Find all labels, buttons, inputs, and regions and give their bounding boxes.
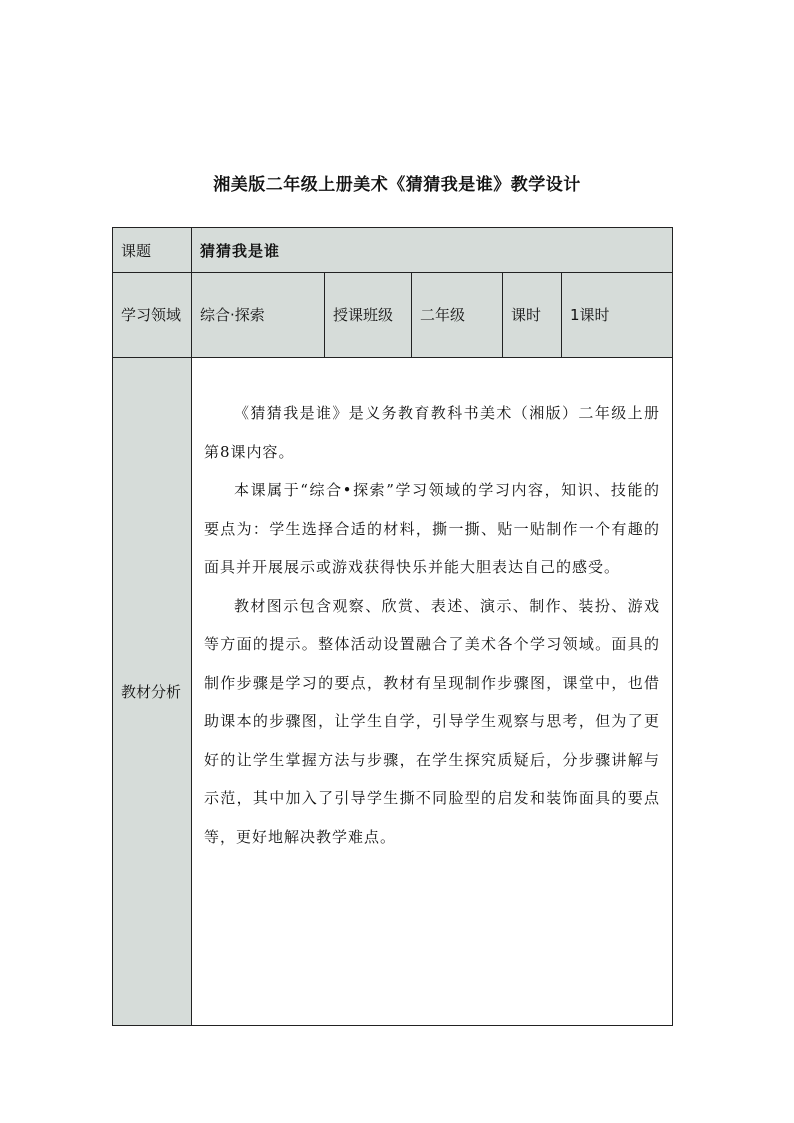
topic-value: 猜猜我是谁 xyxy=(192,228,673,273)
class-value: 二年级 xyxy=(412,273,503,358)
class-label: 授课班级 xyxy=(325,273,412,358)
document-title: 湘美版二年级上册美术《猜猜我是谁》教学设计 xyxy=(213,175,581,195)
analysis-paragraph-2: 本课属于“综合•探索”学习领域的学习内容，知识、技能的要点为：学生选择合适的材料，撕一撕、贴一贴制作一个有趣的面具并开展展示或游戏获得快乐并能大胆表达自己的感受。 xyxy=(204,481,661,576)
analysis-row xyxy=(113,358,673,1026)
analysis-paragraph-1: 《猜猜我是谁》是义务教育教科书美术（湘版）二年级上册第8课内容。 xyxy=(204,404,661,461)
domain-value: 综合·探索 xyxy=(192,273,325,358)
lesson-plan-table xyxy=(112,227,673,1026)
analysis-paragraph-3: 教材图示包含观察、欣赏、表述、演示、制作、装扮、游戏等方面的提示。整体活动设置融合了美术各个学习领域。面具的制作步骤是学习的要点，教材有呈现制作步骤图，课堂中，也借助课本的步骤图，让学生自学，引导学生观察与思考，但为了更好的让学生掌握方法与步骤，在学生探究质疑后，分步骤讲解与示范，其中加入了引导学生撕不同脸型的启发和装饰面具的要点等，更好地解决教学难点。 xyxy=(204,596,661,846)
period-label: 课时 xyxy=(503,273,562,358)
topic-label: 课题 xyxy=(113,228,192,273)
topic-row xyxy=(113,228,673,273)
analysis-label: 教材分析 xyxy=(113,358,192,1026)
info-row xyxy=(113,273,673,358)
analysis-content xyxy=(192,358,673,1026)
domain-label: 学习领域 xyxy=(113,273,192,358)
period-value: 1课时 xyxy=(562,273,673,358)
